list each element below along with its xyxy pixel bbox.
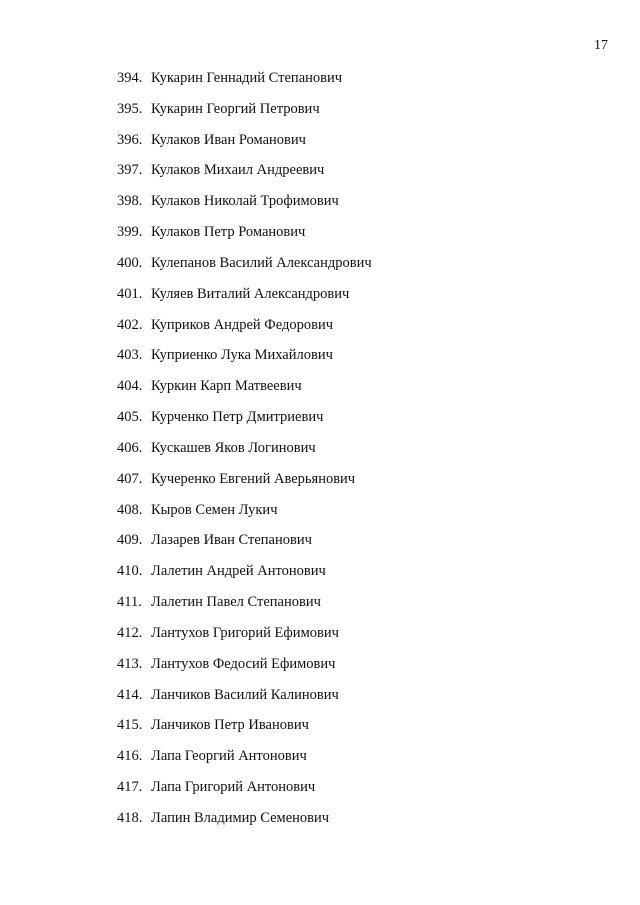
entry-number: 396. [117,131,143,148]
list-item [117,130,372,161]
entry-number: 405. [117,409,143,426]
entry-name: Лапин Владимир Семенович [151,809,330,826]
list-item [117,654,372,685]
entry-name: Куляев Виталий Александрович [151,285,350,302]
entry-name: Кускашев Яков Логинович [151,439,316,456]
entry-name: Кулаков Петр Романович [151,224,306,241]
list-item [117,685,372,716]
list-item [117,500,372,531]
entry-name: Кыров Семен Лукич [151,501,278,518]
entry-name: Кукарин Геннадий Степанович [151,70,343,86]
entry-name: Ланчиков Василий Калинович [151,686,339,703]
list-item [117,376,372,407]
entry-name: Кулепанов Василий Александрович [151,254,372,271]
list-item [117,99,372,130]
list-item [117,469,372,500]
entry-number: 415. [117,717,143,734]
entry-name: Кулаков Иван Романович [151,131,306,148]
entry-name: Лантухов Григорий Ефимович [151,624,339,641]
entry-number: 414. [117,686,143,703]
entry-number: 409. [117,532,143,549]
list-item [117,160,372,191]
entry-number: 408. [117,501,143,518]
list-item [117,345,372,376]
entry-name: Кулаков Николай Трофимович [151,193,339,210]
name-list [117,68,372,839]
entry-number: 397. [117,162,143,179]
entry-name: Куприенко Лука Михайлович [151,347,333,364]
entry-number: 404. [117,378,143,395]
entry-number: 402. [117,316,143,333]
list-item [117,777,372,808]
entry-number: 410. [117,563,143,580]
entry-number: 418. [117,809,143,826]
entry-number: 413. [117,655,143,672]
list-item [117,253,372,284]
entry-number: 412. [117,624,143,641]
entry-number: 406. [117,439,143,456]
entry-name: Лазарев Иван Степанович [151,532,312,549]
entry-number: 400. [117,254,143,271]
entry-name: Куприков Андрей Федорович [151,316,334,333]
list-item [117,623,372,654]
entry-name: Кучеренко Евгений Аверьянович [151,470,356,487]
entry-number: 411. [117,594,142,611]
entry-name: Курченко Петр Дмитриевич [151,409,324,426]
list-item [117,284,372,315]
entry-name: Лапа Георгий Антонович [151,748,307,765]
entry-number: 407. [117,470,143,487]
list-item [117,438,372,469]
list-item [117,407,372,438]
list-item [117,315,372,346]
entry-number: 417. [117,779,143,796]
list-item [117,561,372,592]
list-item [117,715,372,746]
entry-name: Лалетин Павел Степанович [151,594,321,611]
list-item [117,592,372,623]
list-item [117,68,372,99]
entry-name: Куркин Карп Матвеевич [151,378,302,395]
entry-number: 399. [117,224,143,241]
list-item [117,222,372,253]
entry-name: Лантухов Федосий Ефимович [151,655,336,672]
entry-name: Лалетин Андрей Антонович [151,563,326,580]
entry-number: 401. [117,285,143,302]
list-item [117,191,372,222]
entry-number: 416. [117,748,143,765]
list-item [117,746,372,777]
entry-name: Ланчиков Петр Иванович [151,717,309,734]
entry-number: 398. [117,193,143,210]
entry-name: Кулаков Михаил Андреевич [151,162,325,179]
entry-number: 403. [117,347,143,364]
page-number: 17 [594,38,608,53]
entry-name: Кукарин Георгий Петрович [151,100,320,117]
entry-name: Лапа Григорий Антонович [151,779,316,796]
list-item [117,530,372,561]
entry-number: 395. [117,100,143,117]
list-item [117,808,372,839]
entry-number: 394. [117,70,143,86]
